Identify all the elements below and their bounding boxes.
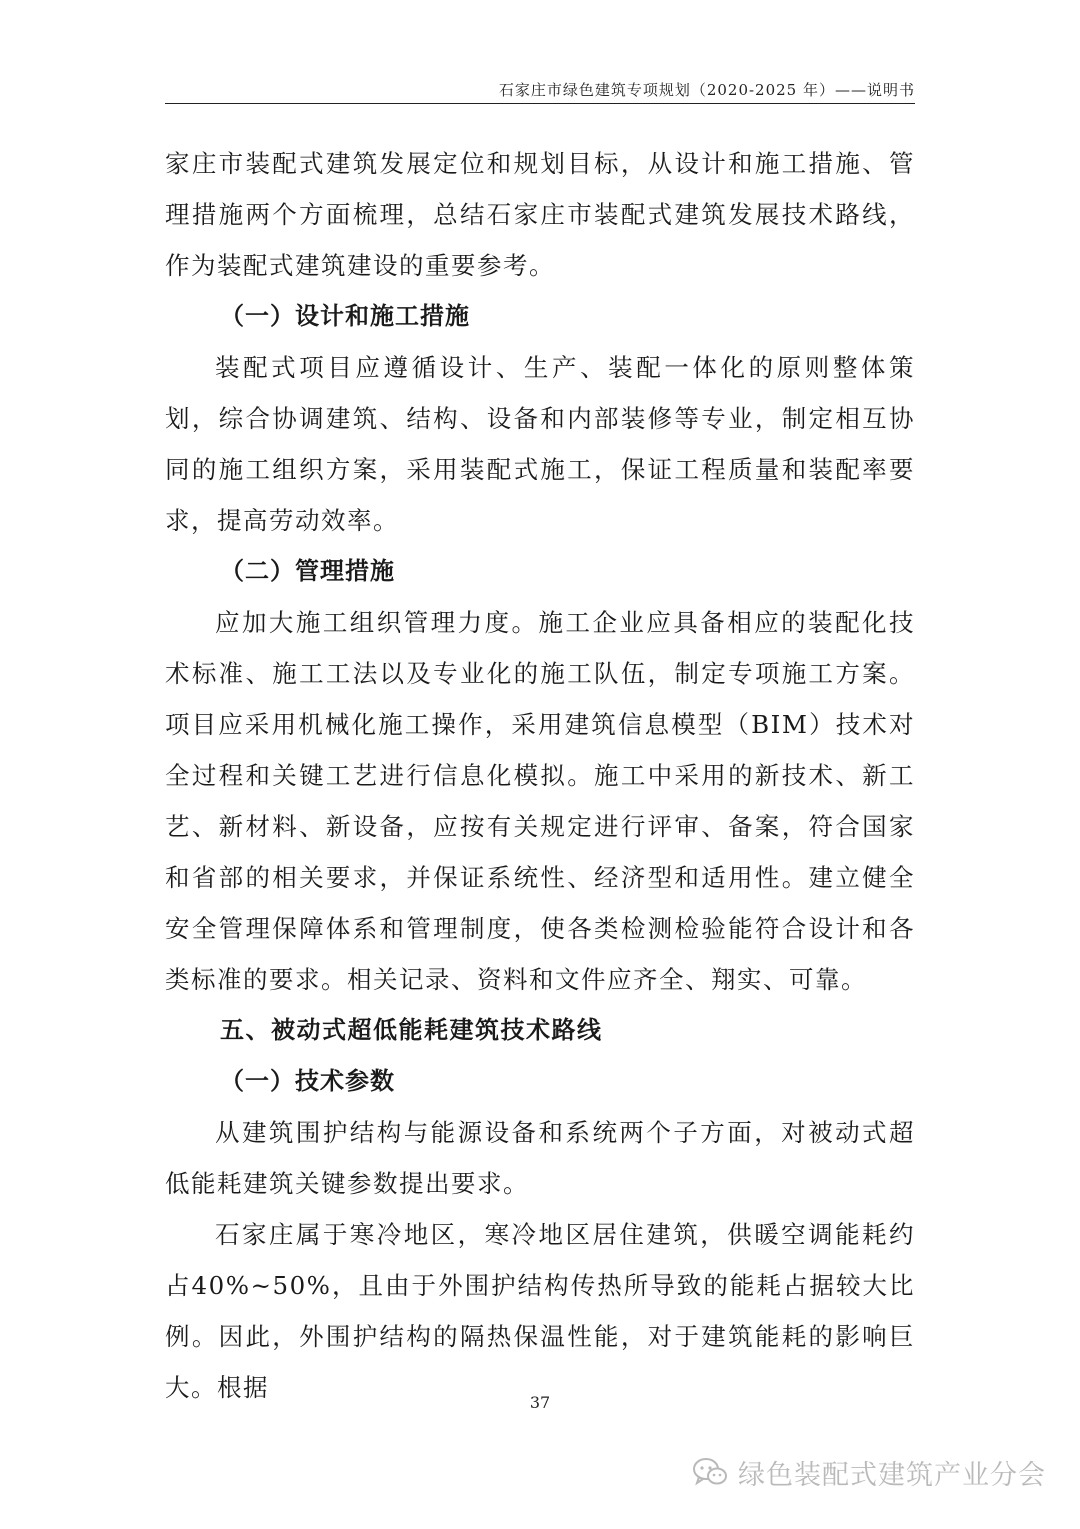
paragraph-continued-intro: 家庄市装配式建筑发展定位和规划目标，从设计和施工措施、管理措施两个方面梳理，总结石家庄市装配式建筑发展技术路线，作为装配式建筑建设的重要参考。 xyxy=(165,149,915,280)
section-heading-design-construction: （一）设计和施工措施 xyxy=(220,302,470,330)
watermark xyxy=(692,1452,1046,1492)
header-rule xyxy=(165,103,915,104)
wechat-icon xyxy=(692,1456,728,1488)
paragraph-technical-parameters: 从建筑围护结构与能源设备和系统两个子方面，对被动式超低能耗建筑关键参数提出要求。 xyxy=(165,1118,915,1198)
running-header: 石家庄市绿色建筑专项规划（2020-2025 年）——说明书 xyxy=(498,81,915,99)
document-body xyxy=(165,138,915,1413)
paragraph-management: 应加大施工组织管理力度。施工企业应具备相应的装配化技术标准、施工工法以及专业化的施工队伍，制定专项施工方案。项目应采用机械化施工操作，采用建筑信息模型（BIM）技术对全过程和关键工艺进行信息化模拟。施工中采用的新技术、新工艺、新材料、新设备，应按有关规定进行评审、备案，符合国家和省部的相关要求，并保证系统性、经济型和适用性。建立健全安全管理保障体系和管理制度，使各类检测检验能符合设计和各类标准的要求。相关记录、资料和文件应齐全、翔实、可靠。 xyxy=(165,608,915,994)
watermark-text: 绿色装配式建筑产业分会 xyxy=(738,1459,1046,1491)
paragraph-shijiazhuang-climate: 石家庄属于寒冷地区，寒冷地区居住建筑，供暖空调能耗约占40%~50%，且由于外围护结构传热所导致的能耗占据较大比例。因此，外围护结构的隔热保温性能，对于建筑能耗的影响巨大。根据 xyxy=(165,1220,915,1402)
paragraph-design-construction: 装配式项目应遵循设计、生产、装配一体化的原则整体策划，综合协调建筑、结构、设备和内部装修等专业，制定相互协同的施工组织方案，采用装配式施工，保证工程质量和装配率要求，提高劳动效率。 xyxy=(165,353,915,535)
section-heading-management: （二）管理措施 xyxy=(220,557,395,585)
section-heading-technical-parameters: （一）技术参数 xyxy=(220,1067,395,1095)
chapter-heading-passive-building: 五、被动式超低能耗建筑技术路线 xyxy=(220,1016,603,1044)
page-number: 37 xyxy=(529,1393,551,1412)
